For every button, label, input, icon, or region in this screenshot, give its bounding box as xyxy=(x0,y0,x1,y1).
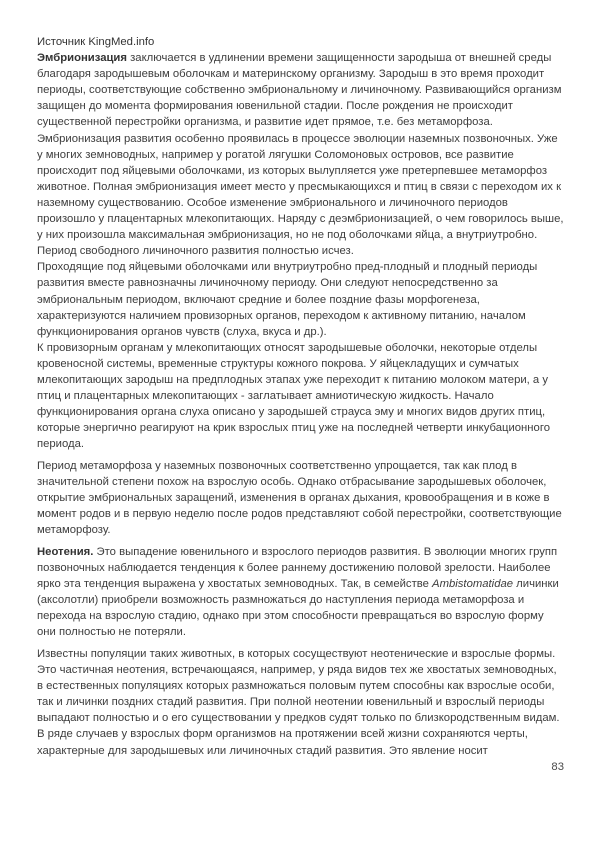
paragraph xyxy=(37,259,564,339)
text-run: Ambistomatidae xyxy=(432,578,514,591)
text-run: Проходящие под яйцевыми оболочками или внутриутробно пред-плодный и плодный периоды развития вместе равнозначны личиночному периоду. Они следуют непосредственно за эмбриональным периодом, включают средние и более поздние фазы морфогенеза, характеризуются наличием провизорных органов, переходом к активному питанию, началом функционирования органов чувств (слуха, вкуса и др.). xyxy=(37,261,538,338)
paragraph xyxy=(37,726,564,758)
document-content xyxy=(37,34,564,775)
paragraph xyxy=(37,458,564,538)
text-run: Известны популяции таких животных, в которых сосуществуют неотенические и взрослые формы. Это частичная неотения, встречающаяся, например, у ряда видов тех же хвостатых земноводных, в естественных популяциях которых размножаться половым путем способны как взрослые особи, так и личинки поздних стадий развития. При полной неотении ювенильный и взрослый периоды выпадают полностью и о его существовании у предков судят только по близкородственным видам. xyxy=(37,647,560,725)
text-run: Эмбрионизация развития особенно проявилась в процессе эволюции наземных позвоночных. Уже у многих земноводных, например у рогатой лягушки Соломоновых островов, все развитие происходит под яйцевыми оболочками, из которых вылупляется уже претерпевшее метаморфоз животное. Полная эмбрионизация имеет место у пресмыкающихся и птиц в связи с переходом их к наземному существованию. Особое изменение эмбрионального и личиночного периодов произошло у плацентарных млекопитающих. Наряду с деэмбрионизацией, о чем говорилось выше, у них произошла максимальная эмбрионизация, но не под оболочками яйца, а внутриутробно. Период свободного личиночного развития полностью исчез. xyxy=(37,132,564,258)
text-run: Период метаморфоза у наземных позвоночных соответственно упрощается, так как плод в значительной степени похож на взрослую особь. Однако отбрасывание зародышевых оболочек, открытие эмбриональных заращений, изменения в органах дыхания, кровообращения и в коже в момент родов и в первую неделю после родов представляют собой перестройки, соответствующие метаморфозу. xyxy=(37,459,562,537)
text-run: Неотения. xyxy=(37,545,94,558)
text-run: Это выпадение ювенильного и взрослого периодов развития. В эволюции многих групп позвоночных наблюдается тенденция к более раннему достижению половой зрелости. Наиболее ярко эта тенденция выражена у хвостатых земноводных. Так, в семействе xyxy=(37,545,558,591)
text-run: В ряде случаев у взрослых форм организмов на протяжении всей жизни сохраняются черты, характерные для зародышевых или личиночных стадий развития. Это явление носит xyxy=(37,728,528,757)
text-run: заключается в удлинении времени защищенности зародыша от внешней среды благодаря зародышевым оболочкам и материнскому организму. Зародыш в это время проходит периоды, соответствующие собственно эмбриональному и личиночному. Развивающийся организм защищен до момента формирования ювенильной стадии. После рождения не происходит существенной перестройки организма, и развитие идет прямое, т.е. без метаморфоза. xyxy=(37,52,562,129)
text-run: К провизорным органам у млекопитающих относят зародышевые оболочки, некоторые отделы кровеносной системы, временные структуры кожного покрова. У яйцекладущих и сумчатых млекопитающих зародыш на предплодных этапах уже переходит к питанию молоком матери, а у птиц и плацентарных млекопитающих - заглатывает амниотическую жидкость. Начало функционирования органа слуха описано у зародышей страуса эму и многих видов других птиц, которые энергично реагируют на крик взрослых птиц уже на последней четверти инкубационного периода. xyxy=(37,341,550,451)
page-number: 83 xyxy=(551,760,564,773)
text-run: личинки (аксолотли) приобрели возможность размножаться до наступления периода метаморфоза и перехода на взрослую стадию, однако при этом способности превращаться во взрослую форму они полностью не потеряли. xyxy=(37,578,559,639)
source-line: Источник KingMed.info xyxy=(37,36,155,48)
paragraph xyxy=(37,646,564,726)
paragraphs-container xyxy=(37,50,564,759)
paragraph xyxy=(37,340,564,453)
paragraph xyxy=(37,131,564,260)
paragraph xyxy=(37,544,564,641)
paragraph xyxy=(37,50,564,130)
text-run: Эмбрионизация xyxy=(37,52,127,65)
